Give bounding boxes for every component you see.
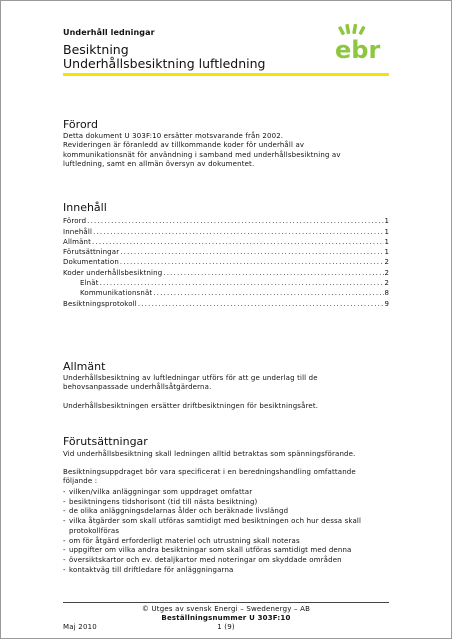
ebr-logo [334,23,392,63]
bullet-dash: - [63,488,66,496]
toc-entry-label: Kommunikationsnät [80,289,153,298]
toc-entry-page: 9 [384,299,389,308]
toc-entry-label: Allmänt [63,237,92,246]
list-item-text: uppgifter om vilka andra besiktningar som skall utföras samtidigt med denna [69,546,352,555]
bullet-dash: - [63,555,66,564]
toc-entry-page: 2 [384,258,389,267]
toc-leader-dots [92,237,384,247]
toc-leader-dots [87,216,383,226]
toc-entry[interactable] [63,247,389,257]
toc-entry[interactable] [63,226,389,236]
toc-entry-page: 1 [384,237,389,246]
bullet-dash: - [63,536,66,545]
list-item [63,488,389,498]
toc-entry[interactable] [63,298,389,308]
lead-line: Besiktningsuppdraget bör vara specificerat i en beredningshandling omfattande [63,468,356,476]
forord-line: kommunikationsnät för användning i samband med underhållsbesiktning av [63,150,341,159]
footer-copyright: © Utges av svensk Energi – Swedenergy – AB [141,605,311,613]
forord-line: Detta dokument U 303F:10 ersätter motsvarande från 2002. [63,132,284,140]
bullet-dash: - [63,497,66,506]
toc-entry[interactable] [63,237,389,247]
toc-entry-label: Koder underhållsbesiktning [63,268,163,277]
forord-text [63,132,389,170]
footer-page-number: 1 (9) [217,623,235,631]
forutsattningar-heading: Förutsättningar [63,435,148,448]
allmant-line: behovsanpassade underhållsåtgärderna. [63,383,212,392]
allmant-para1 [63,374,389,393]
toc-entry-label: Förord [63,217,87,226]
footer-order-number: Beställningsnummer U 303F:10 [161,614,291,622]
toc-leader-dots [153,288,383,298]
toc-leader-dots [93,227,383,237]
forutsattningar-intro: Vid underhållsbesiktning skall ledningen alltid betraktas som spänningsförande. [63,450,356,458]
requirements-list [63,488,389,575]
toc-entry-page: 1 [384,217,389,226]
footer-rule [63,602,389,603]
bullet-dash: - [63,517,66,526]
toc-entry-page: 2 [384,279,389,288]
toc-entry-page: 2 [384,268,389,277]
logo-wordmark: ebr [335,36,381,63]
forord-line: Revideringen är föranledd av tillkommande koder för underhåll av [63,141,305,150]
toc-entry[interactable] [63,288,389,298]
list-item-text: om för åtgärd erforderligt materiel och utrustning skall noteras [69,536,300,545]
toc-entry[interactable] [63,267,389,277]
list-item [63,507,389,517]
footer-date: Maj 2010 [63,623,97,631]
list-item [63,566,389,576]
table-of-contents [63,216,389,309]
toc-entry-page: 1 [384,227,389,236]
list-item-continuation: protokollföras [69,526,120,535]
toc-entry[interactable] [63,257,389,267]
toc-entry-label: Besiktningsprotokoll [63,299,137,308]
toc-leader-dots [120,257,384,267]
document-title: Besiktning [63,42,129,57]
toc-entry-page: 8 [384,289,389,298]
allmant-para2: Underhållsbesiktningen ersätter driftbesiktningen för besiktningsåret. [63,402,319,410]
innehall-heading: Innehåll [63,201,107,214]
toc-entry-label: Innehåll [63,227,93,236]
bullet-dash: - [63,565,66,574]
allmant-line: Underhållsbesiktning av luftledningar utförs för att ge underlag till de [63,374,318,382]
allmant-heading: Allmänt [63,360,106,373]
document-subtitle: Underhållsbesiktning luftledning [63,56,266,71]
list-item-text: kontaktväg till driftledare för anläggningarna [69,565,234,574]
bullet-dash: - [63,507,66,516]
forord-heading: Förord [63,118,98,131]
forord-line: luftledning, samt en allmän översyn av dokumentet. [63,160,255,169]
list-item-text: de olika anläggningsdelarnas ålder och beräknade livslängd [69,507,289,516]
list-item [63,556,389,566]
list-item [63,517,389,536]
toc-entry-page: 1 [384,248,389,257]
toc-entry[interactable] [63,278,389,288]
toc-entry-label: Dokumentation [63,258,119,267]
list-item [63,537,389,547]
list-item [63,498,389,508]
list-item [63,546,389,556]
toc-leader-dots [138,299,384,309]
header-rule [63,73,389,76]
bullet-dash: - [63,546,66,555]
header-kicker: Underhåll ledningar [63,28,155,37]
toc-entry-label: Elnät [80,279,99,288]
list-item-text: vilka åtgärder som skall utföras samtidigt med besiktningen och hur dessa skall [69,517,362,526]
toc-leader-dots [163,268,383,278]
toc-leader-dots [100,278,384,288]
toc-entry-label: Förutsättningar [63,248,120,257]
toc-entry[interactable] [63,216,389,226]
list-item-text: besiktningens tidshorisont (tid till nästa besiktning) [69,497,258,506]
lead-line: följande : [63,477,98,486]
list-item-text: vilken/vilka anläggningar som uppdraget omfattar [69,488,253,496]
forutsattningar-lead [63,468,389,487]
toc-leader-dots [120,247,383,257]
list-item-text: översiktskartor och ev. detaljkartor med noteringar om skyddade områden [69,555,342,564]
